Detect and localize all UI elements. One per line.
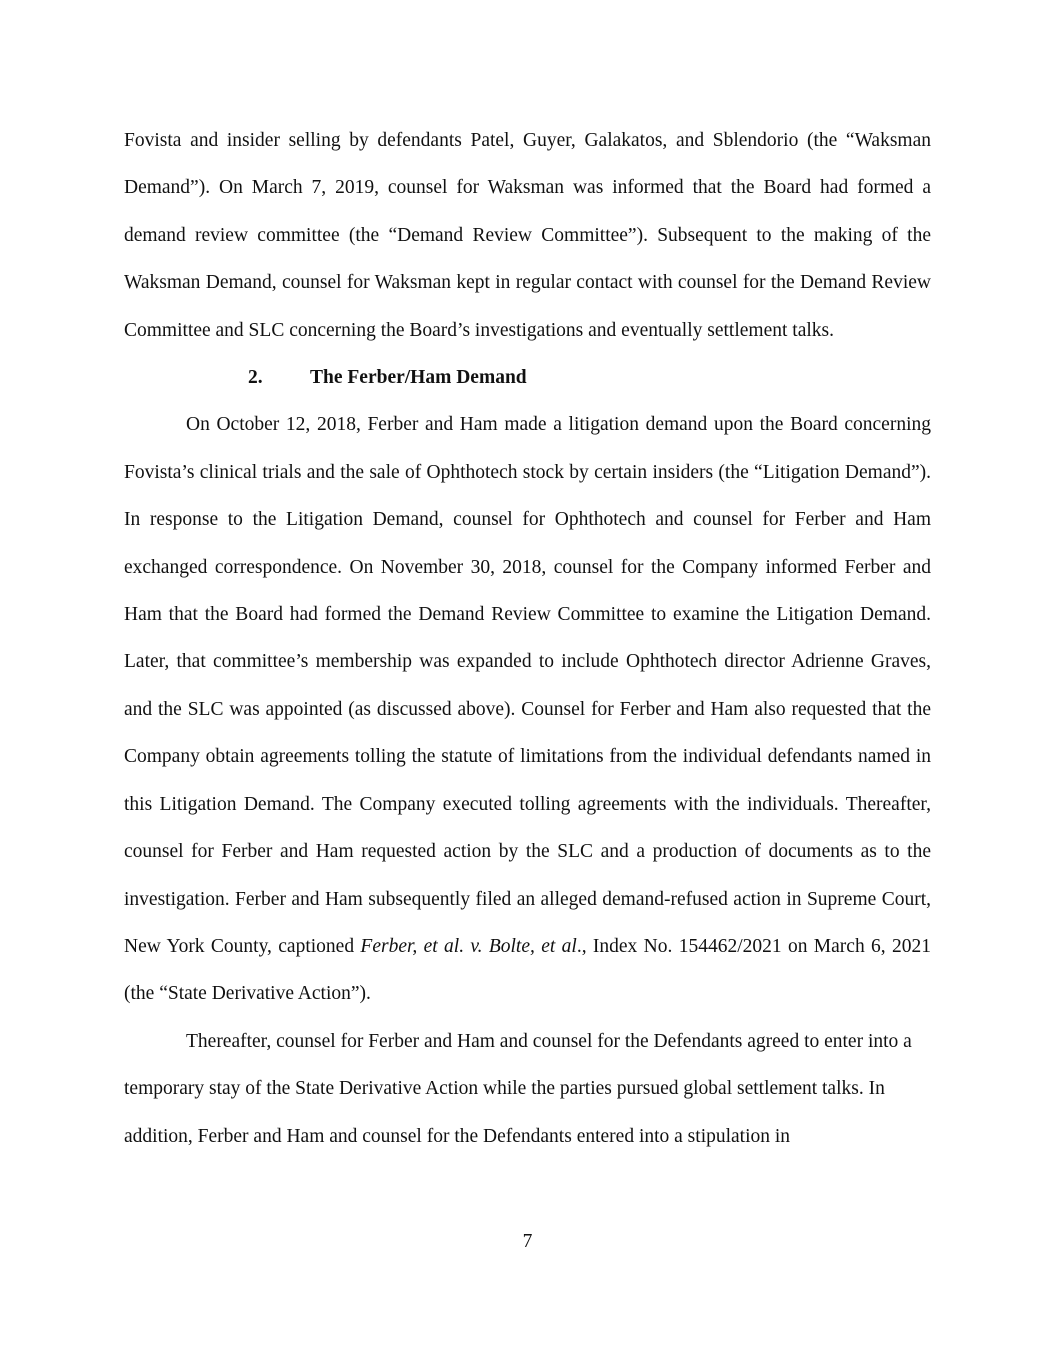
paragraph-ferber-ham-demand — [124, 401, 931, 1017]
section-heading-ferber-ham — [124, 354, 931, 401]
paragraph-temporary-stay: Thereafter, counsel for Ferber and Ham and counsel for the Defendants agreed to enter into a temporary stay of the State Derivative Action while the parties pursued global settlement talks. In addition, Ferber and Ham and counsel for the Defendants entered into a stipulation in — [124, 1030, 912, 1147]
paragraph-text-end: ., Index No. 154462/2021 on March 6, 2021 (the “State Derivative Action”). — [124, 935, 931, 1005]
section-title: The Ferber/Ham Demand — [310, 367, 527, 389]
page-number: 7 — [522, 1231, 533, 1252]
case-caption-italic: Ferber, et al. v. Bolte, et al — [360, 935, 577, 957]
paragraph-waksman-demand: Fovista and insider selling by defendants Patel, Guyer, Galakatos, and Sblendorio (the “Waksman Demand”). On March 7, 2019, counsel for Waksman was informed that the Board had formed a demand review committee (the “Demand Review Committee”). Subsequent to the making of the Waksman Demand, counsel for Waksman kept in regular contact with counsel for the Demand Review Committee and SLC concerning the Board’s investigations and eventually settlement talks. — [124, 130, 931, 341]
section-number: 2. — [248, 367, 263, 389]
paragraph-text: On October 12, 2018, Ferber and Ham made a litigation demand upon the Board concerning Fovista’s clinical trials and the sale of Ophthotech stock by certain insiders (the “Litigation Demand”). In response to the Litigation Demand, counsel for Ophthotech and counsel for Ferber and Ham exchanged correspondence. On November 30, 2018, counsel for the Company informed Ferber and Ham that the Board had formed the Demand Review Committee to examine the Litigation Demand. Later, that committee’s membership was expanded to include Ophthotech director Adrienne Graves, and the SLC was appointed (as discussed above). Counsel for Ferber and Ham also requested that the Company obtain agreements tolling the statute of limitations from the individual defendants named in this Litigation Demand. The Company executed tolling agreements with the individuals. Thereafter, counsel for Ferber and Ham requested action by the SLC and a production of documents as to the investigation. Ferber and Ham subsequently filed an alleged demand-refused action in Supreme Court, New York County, captioned — [124, 414, 931, 957]
body-text — [124, 117, 931, 1160]
